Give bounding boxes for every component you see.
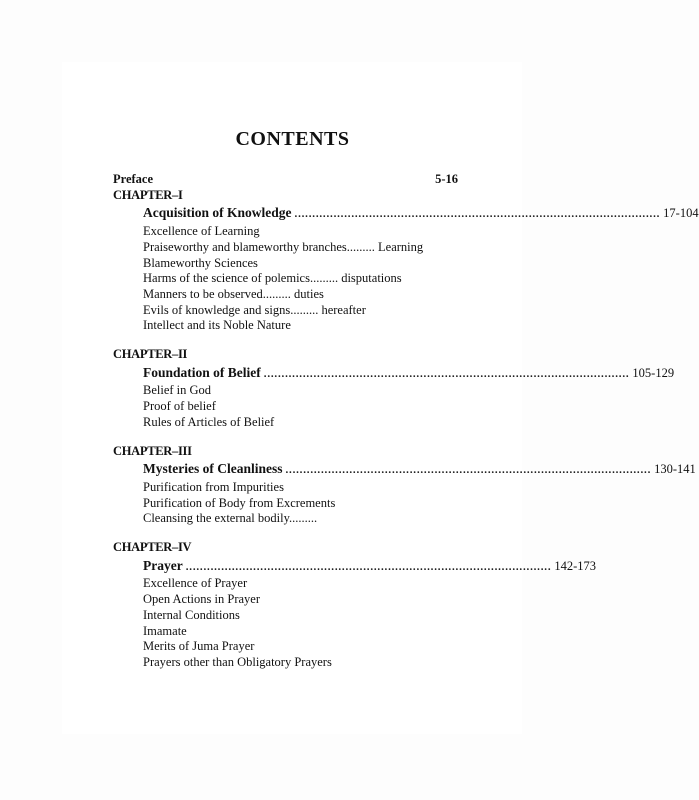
chapter-block <box>113 443 696 528</box>
chapter-heading: CHAPTER–I <box>113 187 183 202</box>
chapter-block <box>113 187 699 334</box>
toc-sub-entry: Blameworthy Sciences <box>143 255 258 270</box>
table-of-contents <box>113 172 699 684</box>
toc-sub-entry: Imamate <box>143 623 187 638</box>
leader-dots: ....................................................................................................... <box>185 560 552 573</box>
page-title: CONTENTS <box>235 128 350 150</box>
entry-pages: 142-173 <box>554 558 597 573</box>
chapter-heading: CHAPTER–III <box>113 443 192 458</box>
toc-main-entry[interactable] <box>143 205 699 223</box>
preface-pages: 5-16 <box>435 172 458 186</box>
toc-sub-entry: Proof of belief <box>143 399 216 414</box>
toc-sub-entry: Belief in God <box>143 383 212 398</box>
chapter-block <box>113 540 597 671</box>
toc-preface-row[interactable] <box>113 172 458 188</box>
leader-dots: ....................................................................................................... <box>263 367 630 380</box>
toc-sub-entry: Prayers other than Obligatory Prayers <box>143 654 332 669</box>
entry-title: Prayer <box>143 557 183 573</box>
leader-dots: ....................................................................................................... <box>285 464 652 477</box>
toc-sub-entry: Manners to be observed......... duties <box>143 286 324 301</box>
toc-sub-entry: Excellence of Prayer <box>143 576 248 591</box>
toc-sub-entry: Purification of Body from Excrements <box>143 495 336 510</box>
preface-label: Preface <box>113 172 154 186</box>
entry-pages: 130-141 <box>654 462 696 477</box>
entry-pages: 17-104 <box>663 206 699 221</box>
toc-sub-entry: Excellence of Learning <box>143 224 260 239</box>
chapter-heading: CHAPTER–IV <box>113 540 192 555</box>
toc-sub-entry: Evils of knowledge and signs......... hereafter <box>143 302 366 317</box>
toc-sub-entry: Praiseworthy and blameworthy branches......... Learning <box>143 239 424 254</box>
toc-sub-entry: Intellect and its Noble Nature <box>143 318 291 333</box>
toc-sub-entry: Rules of Articles of Belief <box>143 414 275 429</box>
toc-main-entry[interactable] <box>143 364 675 383</box>
toc-sub-entry: Merits of Juma Prayer <box>143 639 255 654</box>
entry-title: Mysteries of Cleanliness <box>143 461 283 477</box>
toc-sub-entry: Purification from Impurities <box>143 479 284 494</box>
toc-sub-entry: Harms of the science of polemics......... disputations <box>143 271 402 286</box>
toc-main-entry[interactable] <box>143 557 597 576</box>
entry-pages: 105-129 <box>632 365 675 380</box>
chapter-heading: CHAPTER–II <box>113 347 188 362</box>
toc-main-entry[interactable] <box>143 461 696 479</box>
toc-sub-entry: Internal Conditions <box>143 607 240 622</box>
leader-dots: ....................................................................................................... <box>294 208 661 221</box>
entry-title: Foundation of Belief <box>143 364 261 380</box>
entry-title: Acquisition of Knowledge <box>143 205 292 221</box>
toc-sub-entry: Cleansing the external bodily......... <box>143 511 318 526</box>
chapter-block <box>113 347 675 431</box>
toc-sub-entry: Open Actions in Prayer <box>143 592 260 607</box>
